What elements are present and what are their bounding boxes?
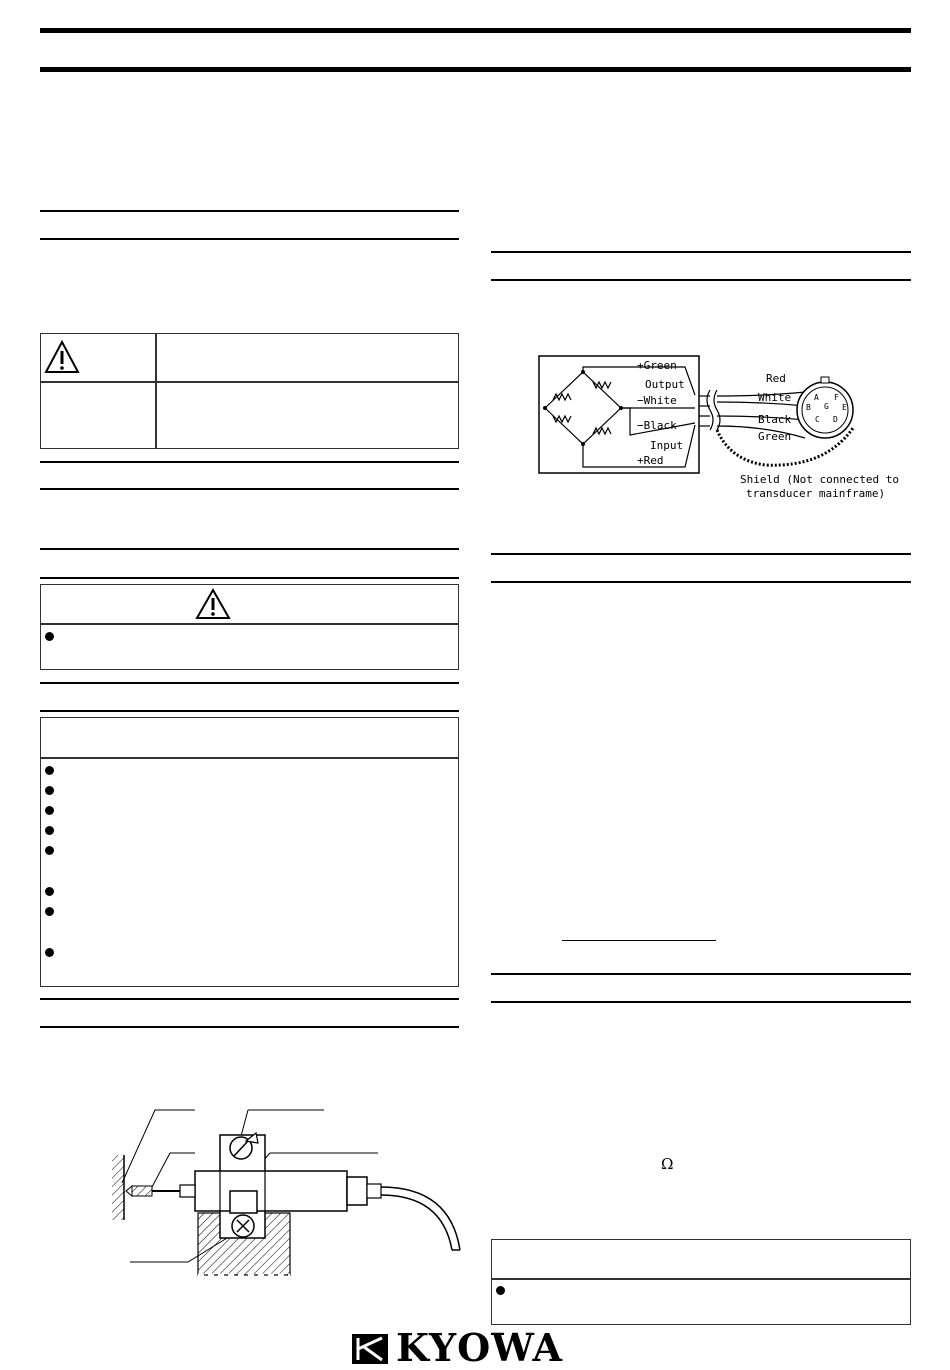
- kyowa-logo-text: KYOWA: [396, 1325, 563, 1370]
- section-rule: [491, 279, 911, 281]
- bullet-icon: [45, 948, 54, 957]
- pin-c: C: [815, 415, 820, 424]
- section-rule: [491, 973, 911, 975]
- omega-symbol: Ω: [661, 1155, 674, 1173]
- bullet-icon: [45, 766, 54, 775]
- shield-note-line2: transducer mainframe): [746, 487, 886, 500]
- section-rule: [40, 1026, 459, 1028]
- section-rule: [491, 251, 911, 253]
- section-rule: [40, 710, 459, 712]
- bullet-icon: [45, 907, 54, 916]
- wire-label-white: White: [758, 391, 792, 404]
- shield-note-line1: Shield (Not connected to: [740, 473, 899, 486]
- label-plus-red: +Red: [637, 454, 664, 467]
- section-rule: [40, 210, 459, 212]
- section-rule: [491, 1001, 911, 1003]
- caution-box-divider: [40, 623, 459, 625]
- bullet-icon: [496, 1286, 505, 1295]
- pin-f: F: [834, 393, 839, 402]
- bullet-icon: [45, 826, 54, 835]
- section-rule: [491, 553, 911, 555]
- pin-a: A: [814, 393, 819, 402]
- section-rule: [40, 998, 459, 1000]
- bullet-icon: [45, 806, 54, 815]
- section-rule: [40, 461, 459, 463]
- label-input: Input: [650, 439, 684, 452]
- kyowa-logo-icon: [352, 1334, 388, 1364]
- section-rule: [40, 682, 459, 684]
- note-box: [491, 1239, 911, 1325]
- pin-e: E: [842, 403, 847, 412]
- warning-table-divider-h: [40, 381, 459, 383]
- header-rule-bottom: [40, 67, 911, 72]
- label-minus-white: −White: [637, 394, 677, 407]
- pin-b: B: [806, 403, 811, 412]
- note-box-divider: [491, 1278, 911, 1280]
- section-rule: [40, 577, 459, 579]
- label-minus-black: −Black: [637, 419, 677, 432]
- label-output: Output: [645, 378, 685, 391]
- warning-triangle-icon: [44, 340, 80, 374]
- notes-box-divider: [40, 757, 459, 759]
- section-rule: [491, 581, 911, 583]
- bullet-icon: [45, 632, 54, 641]
- section-rule: [40, 488, 459, 490]
- header-rule-top: [40, 28, 911, 33]
- warning-triangle-icon: [195, 588, 231, 620]
- underline-rule: [562, 940, 716, 941]
- pin-g: G: [824, 402, 829, 411]
- warning-table-divider-v: [155, 333, 157, 449]
- bullet-icon: [45, 887, 54, 896]
- wire-label-red: Red: [766, 372, 786, 385]
- mounting-illustration: [100, 1105, 480, 1285]
- wire-label-green: Green: [758, 430, 792, 443]
- warning-table: [40, 333, 459, 449]
- label-plus-green: +Green: [637, 359, 677, 372]
- pin-d: D: [833, 415, 838, 424]
- caution-box: [40, 584, 459, 670]
- section-rule: [40, 238, 459, 240]
- bullet-icon: [45, 786, 54, 795]
- bullet-icon: [45, 846, 54, 855]
- wire-label-black: Black: [758, 413, 792, 426]
- section-rule: [40, 548, 459, 550]
